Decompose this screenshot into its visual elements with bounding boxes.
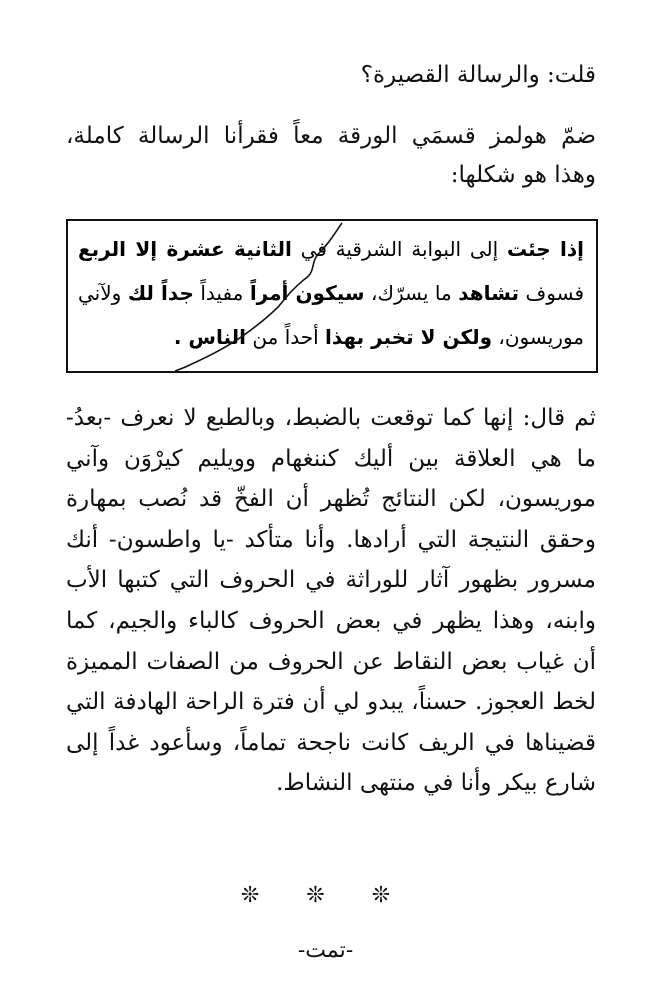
note-segment: إلى البوابة الشرقية في: [291, 237, 507, 261]
note-segment: إذا جئت: [506, 237, 585, 261]
note-segment: مفيداً: [193, 281, 250, 305]
note-segment: ولآني موريسون،: [78, 281, 584, 349]
torn-note-box: [66, 219, 598, 373]
note-segment: تشاهد: [458, 281, 520, 305]
note-segment: أحداً من: [246, 325, 326, 349]
note-segment: فسوف: [519, 281, 584, 305]
note-segment: ولكن لا تخبر بهذا: [325, 325, 493, 349]
note-text: [78, 227, 584, 359]
note-segment: ما يسرّك،: [364, 281, 459, 305]
note-segment: الناس .: [173, 325, 247, 349]
note-segment: سيكون أمراً: [249, 281, 365, 305]
section-separator: ❊ ❊ ❊: [240, 883, 411, 908]
story-end-label: -تمت-: [297, 938, 354, 963]
paragraph-holmes-explains: ثم قال: إنها كما توقعت بالضبط، وبالطبع لا نعرف -بعدُ- ما هي العلاقة بين أليك كننغهام وويليم كيرْوَن وآني موريسون، لكن النتائج تُظهر أن الفخّ قد نُصب بمهارة وحقق النتيجة التي أرادها. وأنا متأكد -يا واطسون- أنك مسرور بظهور آثار للوراثة في الحروف التي كتبها الأب وابنه، وهذا يظهر في بعض الحروف كالباء والجيم، كما أن غياب بعض النقاط عن الحروف من الصفات المميزة لخط العجوز. حسناً، يبدو لي أن فترة الراحة الهادفة التي قضيناها في الريف كانت ناجحة تماماً، وسأعود غداً إلى شارع بيكر وأنا في منتهى النشاط.: [66, 405, 596, 797]
note-segment: جداً لك: [127, 281, 194, 305]
paragraph-holmes-joins-paper: ضمّ هولمز قسمَي الورقة معاً فقرأنا الرسالة كاملة، وهذا هو شكلها:: [66, 123, 596, 188]
note-segment: الثانية عشرة إلا الربع: [78, 237, 292, 261]
paragraph-question: قلت: والرسالة القصيرة؟: [360, 62, 596, 88]
